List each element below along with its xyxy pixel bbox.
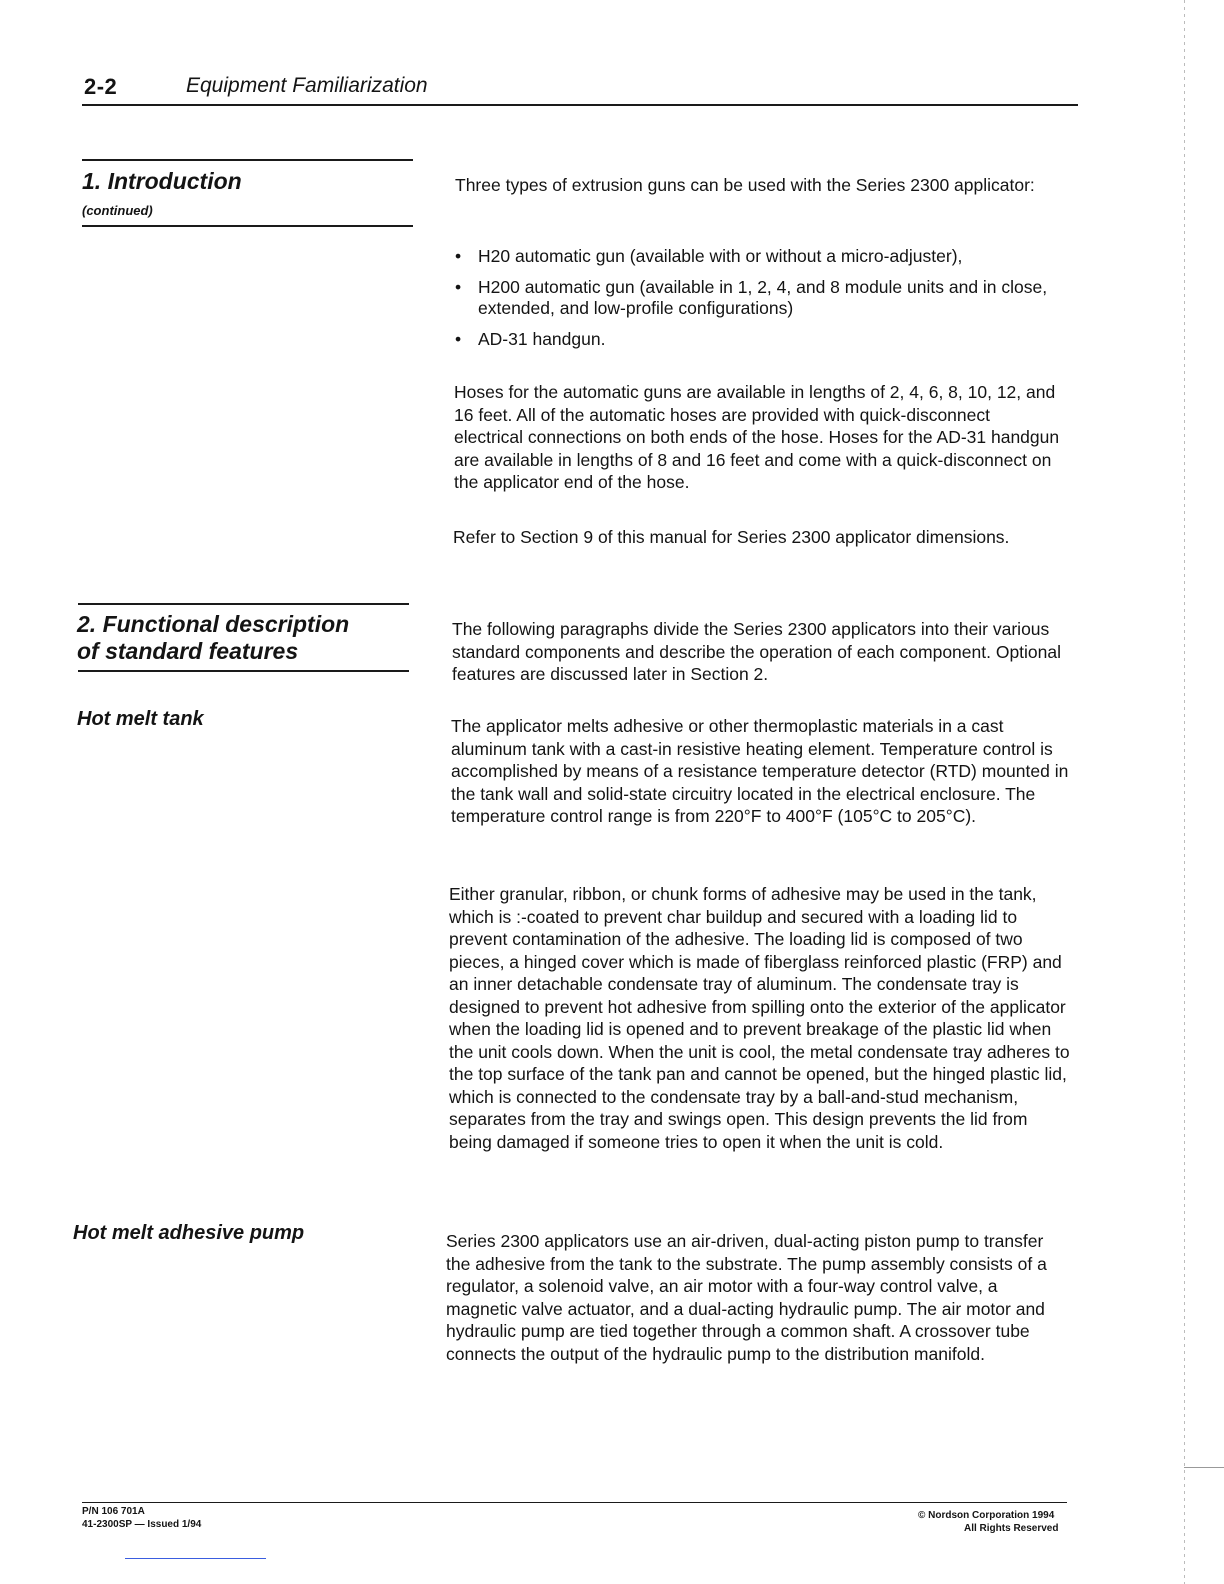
dimensions-reference: Refer to Section 9 of this manual for Series 2300 applicator dimensions. <box>453 527 1010 547</box>
rights-reserved: All Rights Reserved <box>964 1523 1059 1534</box>
functional-paragraph: The following paragraphs divide the Series 2300 applicators into their various standard components and describe the operation of each component. Optional features are discussed later in Section 2. <box>452 619 1062 684</box>
list-item: • AD-31 handgun. <box>455 329 1075 350</box>
page-edge-line <box>1184 0 1185 1584</box>
functional-bottom-rule <box>78 670 409 672</box>
intro-heading: 1. Introduction <box>82 168 242 194</box>
tank-heading: Hot melt tank <box>77 708 204 730</box>
issue-label: 41-2300SP — Issued 1/94 <box>82 1519 202 1530</box>
adhesive-forms-paragraph: Either granular, ribbon, or chunk forms of adhesive may be used in the tank, which is :-coated to prevent char buildup and secured with a loading lid to prevent contamination of the adhesive. The loading lid is composed of two pieces, a hinged cover which is made of fiberglass reinforced plastic (FRP) and an inner detachable condensate tray of aluminum. The condensate tray is designed to prevent hot adhesive from spilling onto the exterior of the applicator when the loading lid is opened and to prevent breakage of the plastic lid when the unit cools down. When the unit is cool, the metal condensate tray adheres to the top surface of the tank pan and cannot be opened, but the hinged plastic lid, which is connected to the condensate tray by a ball-and-stud mechanism, separates from the tray and swings open. This design prevents the lid from being damaged if someone tries to open it when the unit is cold. <box>449 884 1070 1152</box>
tank-paragraph: The applicator melts adhesive or other thermoplastic materials in a cast aluminum tank with a cast-in resistive heating element. Temperature control is accomplished by means of a resistance temperature detector (RTD) mounted in the tank wall and solid-state circuitry located in the electrical enclosure. The temperature control range is from 220°F to 400°F (105°C to 205°C). <box>451 716 1069 826</box>
intro-top-rule <box>82 159 413 161</box>
intro-bottom-rule <box>82 225 413 227</box>
copyright: © Nordson Corporation 1994 <box>918 1510 1055 1521</box>
list-item: • H20 automatic gun (available with or without a micro-adjuster), <box>455 246 1075 267</box>
edge-tick <box>1184 1467 1224 1468</box>
list-item: • H200 automatic gun (available in 1, 2, 4, and 8 module units and in close, extended, and low-profile configurations) <box>455 277 1075 319</box>
header-rule <box>82 104 1078 106</box>
hoses-paragraph: Hoses for the automatic guns are available in lengths of 2, 4, 6, 8, 10, 12, and 16 feet. All of the automatic hoses are provided with quick-disconnect electrical connections on both ends of the hose. Hoses for the AD-31 handgun are available in lengths of 8 and 16 feet and come with a quick-disconnect on the applicator end of the hose. <box>454 382 1060 492</box>
functional-top-rule <box>78 603 409 605</box>
functional-heading-line1: 2. Functional description <box>77 611 350 637</box>
intro-paragraph: Three types of extrusion guns can be used with the Series 2300 applicator: <box>455 175 1035 195</box>
scan-underline <box>125 1558 266 1559</box>
section-title: Equipment Familiarization <box>186 74 428 97</box>
page-number: 2-2 <box>84 74 118 99</box>
part-number: P/N 106 701A <box>82 1506 145 1517</box>
gun-type-list <box>455 246 1075 360</box>
footer-rule <box>82 1502 1067 1503</box>
continued-label: (continued) <box>82 203 153 218</box>
functional-heading-line2: of standard features <box>77 638 299 664</box>
pump-heading: Hot melt adhesive pump <box>73 1222 305 1244</box>
pump-paragraph: Series 2300 applicators use an air-driven, dual-acting piston pump to transfer the adhesive from the tank to the substrate. The pump assembly consists of a regulator, a solenoid valve, an air motor with a four-way control valve, a magnetic valve actuator, and a dual-acting hydraulic pump. The air motor and hydraulic pump are tied together through a common shaft. A crossover tube connects the output of the hydraulic pump to the distribution manifold. <box>446 1231 1047 1364</box>
